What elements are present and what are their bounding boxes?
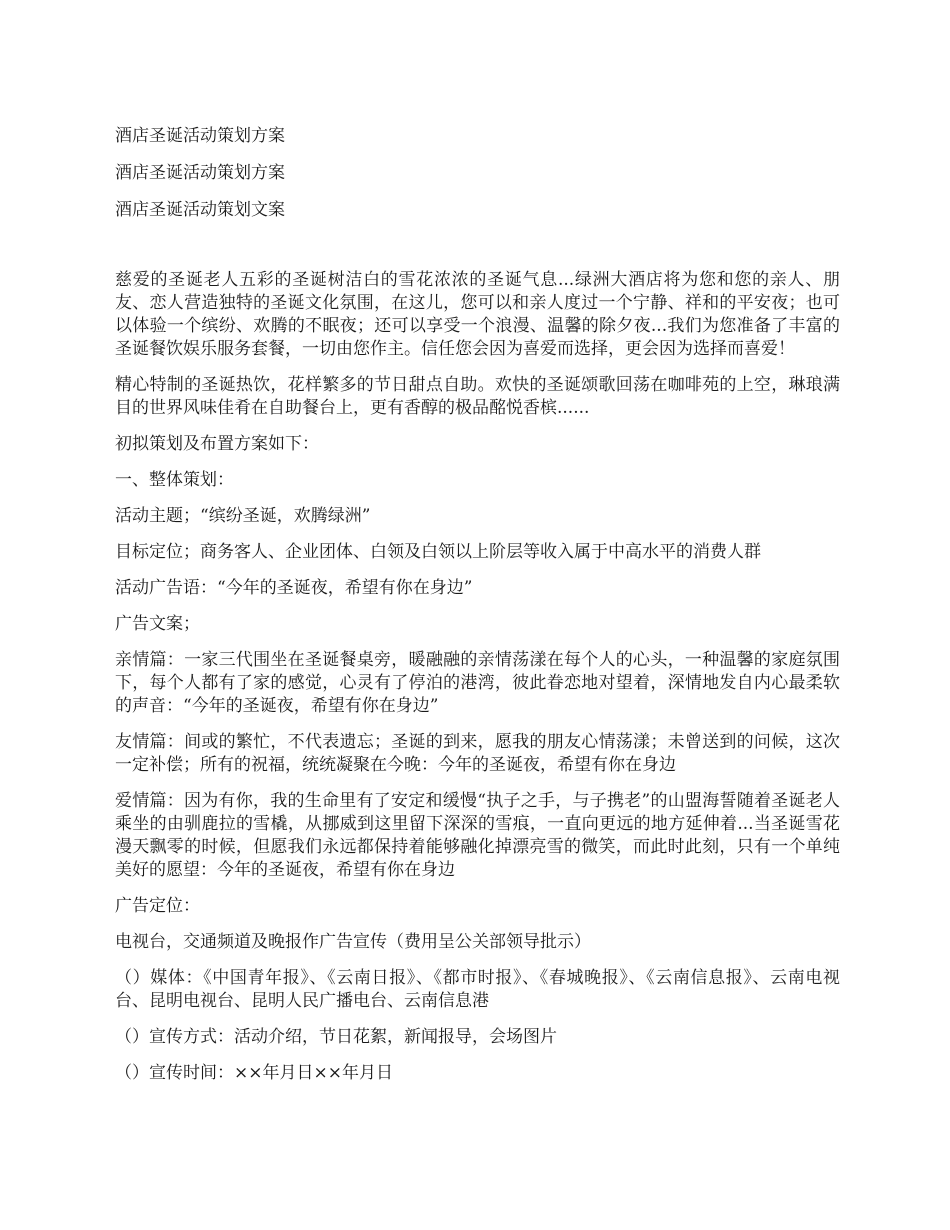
promotion-method-line: （）宣传方式：活动介绍，节日花絮，新闻报导，会场图片 bbox=[115, 1027, 557, 1047]
document-title: 酒店圣诞活动策划文案 bbox=[115, 200, 285, 220]
activity-theme-line: 活动主题；“缤纷圣诞，欢腾绿洲” bbox=[115, 506, 371, 526]
tv-promotion-line: 电视台，交通频道及晚报作广告宣传（费用呈公关部领导批示） bbox=[115, 932, 591, 952]
document-body bbox=[115, 124, 840, 1098]
promotion-time-line: （）宣传时间：××年月日××年月日 bbox=[115, 1063, 393, 1083]
friendship-copy-paragraph: 友情篇：间或的繁忙，不代表遗忘；圣诞的到来，愿我的朋友心情荡漾；未曾送到的问候，这次一定补偿；所有的祝福，统统凝聚在今晚：今年的圣诞夜，希望有你在身边 bbox=[115, 732, 840, 775]
media-paragraph: （）媒体：《中国青年报》、《云南日报》、《都市时报》、《春城晚报》、《云南信息报》、云南电视台、昆明电视台、昆明人民广播电台、云南信息港 bbox=[115, 968, 840, 1011]
plan-intro-line: 初拟策划及布置方案如下： bbox=[115, 434, 319, 454]
spacer bbox=[115, 235, 840, 269]
ad-positioning-heading: 广告定位： bbox=[115, 896, 200, 916]
love-copy-paragraph: 爱情篇：因为有你，我的生命里有了安定和缓慢“执子之手，与子携老”的山盟海誓随着圣诞老人乘坐的由驯鹿拉的雪橇，从挪威到这里留下深深的雪痕，一直向更远的地方延伸着...当圣诞雪花漫天飘零的时候，但愿我们永远都保持着能够融化掉漂亮雪的微笑，而此时此刻，只有一个单纯美好的愿望：今年的圣诞夜，希望有你在身边 bbox=[115, 791, 840, 880]
slogan-line: 活动广告语：“今年的圣诞夜，希望有你在身边” bbox=[115, 578, 473, 598]
ad-copy-heading: 广告文案； bbox=[115, 614, 200, 634]
document-title: 酒店圣诞活动策划方案 bbox=[115, 163, 285, 183]
section-heading: 一、整体策划： bbox=[115, 470, 234, 490]
document-title: 酒店圣诞活动策划方案 bbox=[115, 126, 285, 146]
buffet-paragraph: 精心特制的圣诞热饮，花样繁多的节日甜点自助。欢快的圣诞颂歌回荡在咖啡苑的上空，琳琅满目的世界风味佳肴在自助餐台上，更有香醇的极品酩悦香槟...... bbox=[115, 375, 840, 418]
intro-paragraph: 慈爱的圣诞老人五彩的圣诞树洁白的雪花浓浓的圣诞气息...绿洲大酒店将为您和您的亲人、朋友、恋人营造独特的圣诞文化氛围，在这儿，您可以和亲人度过一个宁静、祥和的平安夜；也可以体验一个缤纷、欢腾的不眠夜；还可以享受一个浪漫、温馨的除夕夜...我们为您准备了丰富的圣诞餐饮娱乐服务套餐，一切由您作主。信任您会因为喜爱而选择，更会因为选择而喜爱！ bbox=[115, 270, 840, 359]
family-copy-paragraph: 亲情篇：一家三代围坐在圣诞餐桌旁，暖融融的亲情荡漾在每个人的心头，一种温馨的家庭氛围下，每个人都有了家的感觉，心灵有了停泊的港湾，彼此眷恋地对望着，深情地发自内心最柔软的声音：“今年的圣诞夜，希望有你在身边” bbox=[115, 650, 840, 716]
target-audience-line: 目标定位；商务客人、企业团体、白领及白领以上阶层等收入属于中高水平的消费人群 bbox=[115, 542, 761, 562]
